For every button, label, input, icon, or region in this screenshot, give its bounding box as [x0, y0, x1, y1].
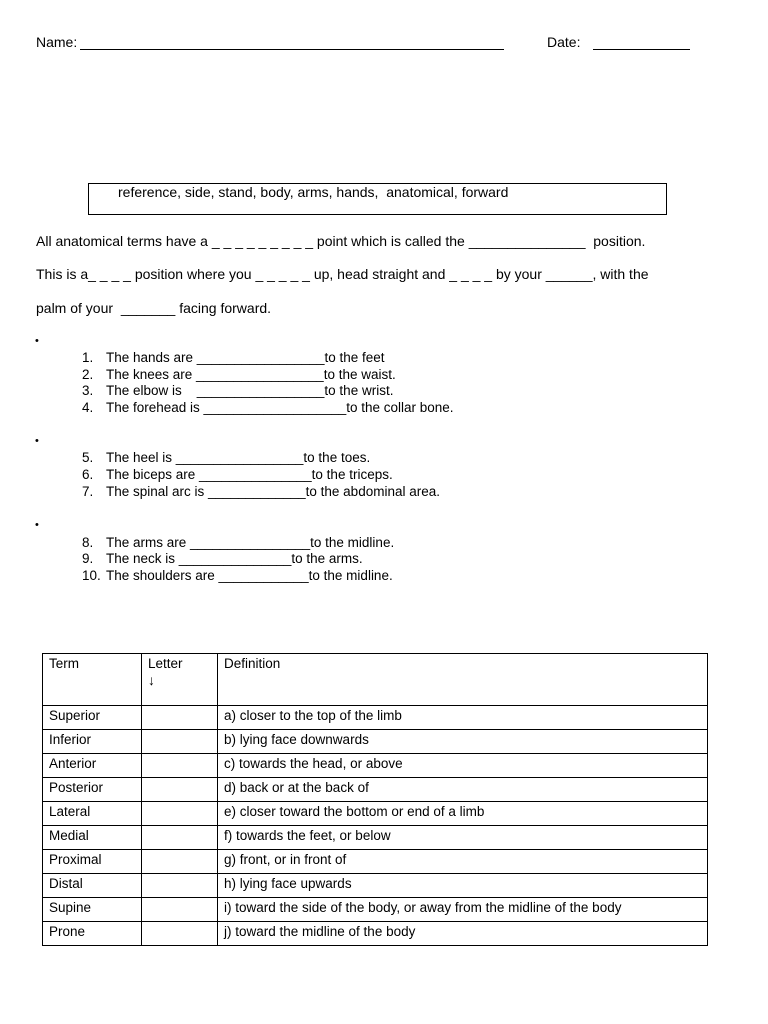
definition-cell: d) back or at the back of: [218, 778, 708, 802]
name-field[interactable]: [80, 35, 504, 50]
letter-cell[interactable]: [142, 778, 218, 802]
header-term: Term: [43, 654, 142, 706]
list-item: 7. The spinal arc is _____________to the abdominal area.: [82, 484, 440, 499]
term-cell: Supine: [43, 898, 142, 922]
paragraph-line-2: This is a_ _ _ _ position where you _ _ _ _ _ up, head straight and _ _ _ _ by your ______, with the: [36, 266, 649, 282]
list-item: 4. The forehead is ___________________to the collar bone.: [82, 400, 454, 415]
list-item: 6. The biceps are _______________to the triceps.: [82, 467, 393, 482]
table-row: [43, 826, 708, 850]
letter-cell[interactable]: [142, 730, 218, 754]
letter-cell[interactable]: [142, 826, 218, 850]
header-definition: Definition: [218, 654, 708, 706]
name-label: Name:: [36, 34, 78, 50]
term-cell: Proximal: [43, 850, 142, 874]
table-row: [43, 850, 708, 874]
letter-cell[interactable]: [142, 754, 218, 778]
paragraph-line-1: All anatomical terms have a _ _ _ _ _ _ _ _ _ point which is called the _______________ position.: [36, 233, 646, 249]
definition-cell: c) towards the head, or above: [218, 754, 708, 778]
letter-cell[interactable]: [142, 706, 218, 730]
list-item: 10. The shoulders are ____________to the midline.: [82, 568, 393, 583]
term-cell: Medial: [43, 826, 142, 850]
definition-cell: i) toward the side of the body, or away from the midline of the body: [218, 898, 708, 922]
definition-cell: h) lying face upwards: [218, 874, 708, 898]
table-row: [43, 922, 708, 946]
table-row: [43, 874, 708, 898]
letter-cell[interactable]: [142, 850, 218, 874]
header-letter-label: Letter: [148, 656, 183, 671]
term-cell: Prone: [43, 922, 142, 946]
word-bank-text: reference, side, stand, body, arms, hands, anatomical, forward: [118, 184, 509, 200]
term-cell: Anterior: [43, 754, 142, 778]
definition-cell: a) closer to the top of the limb: [218, 706, 708, 730]
list-item: 1. The hands are _________________to the feet: [82, 350, 385, 365]
table-row: [43, 778, 708, 802]
list-item: 8. The arms are ________________to the midline.: [82, 535, 395, 550]
paragraph-line-3: palm of your _______ facing forward.: [36, 300, 272, 316]
definition-cell: e) closer toward the bottom or end of a limb: [218, 802, 708, 826]
list-item: 2. The knees are _________________to the waist.: [82, 367, 396, 382]
term-cell: Inferior: [43, 730, 142, 754]
definition-cell: f) towards the feet, or below: [218, 826, 708, 850]
letter-cell[interactable]: [142, 898, 218, 922]
table-header-row: [43, 654, 708, 706]
letter-cell[interactable]: [142, 802, 218, 826]
table-row: [43, 802, 708, 826]
table-row: [43, 754, 708, 778]
term-cell: Lateral: [43, 802, 142, 826]
table-row: [43, 706, 708, 730]
table-row: [43, 730, 708, 754]
term-cell: Posterior: [43, 778, 142, 802]
definition-cell: j) toward the midline of the body: [218, 922, 708, 946]
letter-cell[interactable]: [142, 922, 218, 946]
list-item: 3. The elbow is _________________to the wrist.: [82, 383, 394, 398]
table-row: [43, 898, 708, 922]
definition-cell: b) lying face downwards: [218, 730, 708, 754]
bullet-3: •: [35, 519, 39, 531]
header-letter: [142, 654, 218, 706]
term-cell: Superior: [43, 706, 142, 730]
bullet-2: •: [35, 435, 39, 447]
bullet-1: •: [35, 335, 39, 347]
letter-cell[interactable]: [142, 874, 218, 898]
date-field[interactable]: [593, 35, 690, 50]
terms-table: [42, 653, 708, 946]
list-item: 9. The neck is _______________to the arms.: [82, 551, 363, 566]
word-bank-box: [88, 183, 667, 215]
term-cell: Distal: [43, 874, 142, 898]
definition-cell: g) front, or in front of: [218, 850, 708, 874]
list-item: 5. The heel is _________________to the toes.: [82, 450, 371, 465]
down-arrow-icon: ↓: [148, 672, 155, 688]
date-label: Date:: [547, 34, 581, 50]
